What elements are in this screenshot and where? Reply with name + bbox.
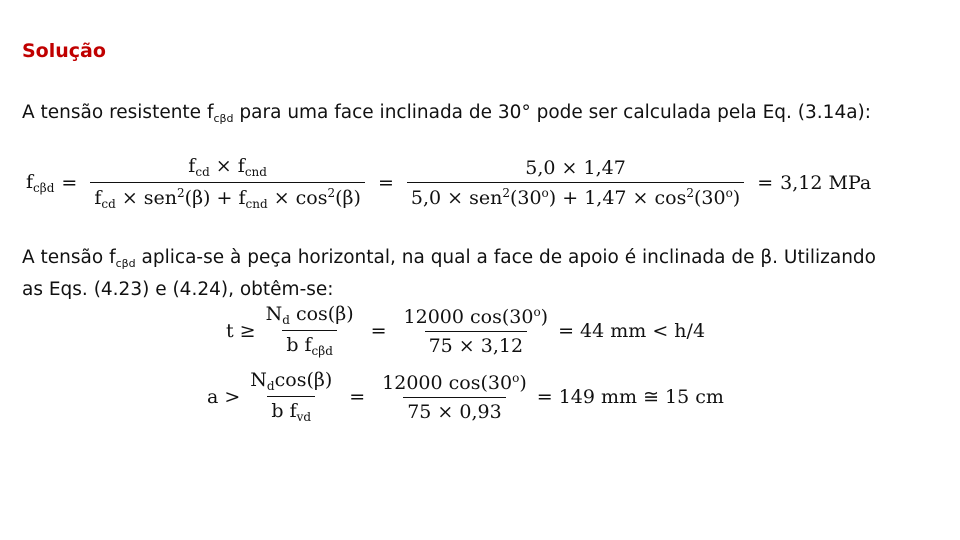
eq3-denominator-symbolic: b $f_{vd}$ (267, 396, 315, 424)
eq2-numerator-numeric: 12000 cos(30$^o$) (403, 304, 549, 328)
eq1-equals-3: = (757, 172, 774, 194)
application-line-1: A tensão $f_{c\beta d}$ aplica-se à peça horizontal, na qual a face de apoio é inclinada de β. Utilizando (22, 247, 876, 270)
eq1-numerator-symbolic: $f_{cd} \times f_{cnd}$ (188, 155, 267, 179)
eq1-fraction-numeric (407, 157, 744, 209)
eq3-numerator-symbolic: $N_d\cos(\beta)$ (250, 369, 333, 393)
slide-title: Solução (22, 40, 106, 62)
eq2-denominator-symbolic: b $f_{c\beta d}$ (282, 330, 337, 358)
eq2-lhs: t ≥ (226, 319, 256, 342)
eq3-fraction-symbolic (246, 369, 336, 424)
paragraph-application (22, 245, 876, 303)
eq1-lhs: $f_{c\beta d}$ (26, 171, 55, 195)
eq1-denominator-symbolic: $f_{cd} \times sen^2(\beta) + f_{cnd} \times \cos^2(\beta)$ (90, 182, 365, 211)
eq1-equals-2: = (377, 172, 394, 194)
eq2-numerator-symbolic: $N_d$ cos(β) (265, 303, 354, 327)
application-line-2: as Eqs. (4.23) e (4.24), obtêm-se: (22, 279, 334, 300)
intro-subscript: cβd (213, 112, 234, 125)
eq3-equals: = (349, 385, 366, 408)
eq3-fraction-numeric (378, 371, 531, 423)
intro-text-before: A tensão resistente f (22, 102, 214, 123)
eq2-fraction-numeric (400, 305, 553, 357)
eq3-lhs: a > (207, 385, 241, 408)
eq1-result: 3,12 MPa (780, 172, 872, 194)
eq3-numerator-numeric: 12000 cos(30$^o$) (382, 370, 527, 394)
eq2-equals: = (370, 319, 387, 342)
eq1-fraction-symbolic (90, 155, 365, 211)
equation-fcbd (26, 155, 871, 211)
eq1-numerator-numeric: 5,0 × 1,47 (525, 157, 626, 179)
eq2-denominator-numeric: 75 × 3,12 (425, 331, 527, 357)
intro-text-after: para uma face inclinada de 30° pode ser calculada pela Eq. (3.14a): (233, 102, 872, 123)
eq2-fraction-symbolic (262, 303, 358, 358)
eq1-denominator-numeric: $5,0 \times sen^2(30^o) + 1,47 \times \cos^2(30^o)$ (407, 182, 744, 209)
eq1-equals: = (61, 172, 78, 194)
paragraph-intro (22, 100, 871, 132)
eq3-denominator-numeric: 75 × 0,93 (403, 397, 505, 423)
equation-a (207, 369, 724, 424)
eq2-result: = 44 mm < h/4 (558, 319, 706, 342)
equation-t (226, 303, 705, 358)
eq3-result: = 149 mm ≅ 15 cm (536, 385, 724, 408)
